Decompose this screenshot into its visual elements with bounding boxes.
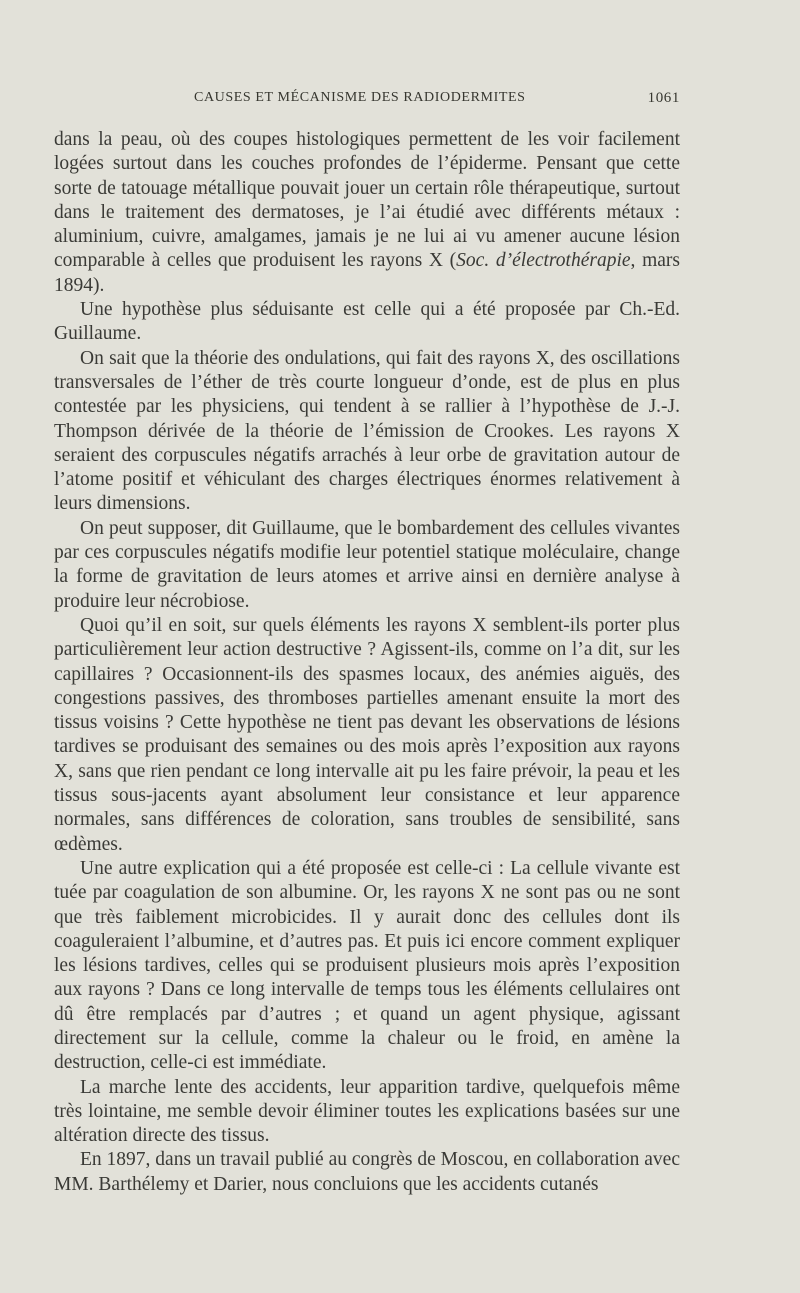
page-number: 1061	[647, 90, 680, 106]
running-head	[54, 90, 680, 112]
paragraph-2: Une hypothèse plus séduisante est celle qui a été proposée par Ch.-Ed. Guillaume.	[54, 299, 680, 345]
paragraph-1	[54, 128, 680, 298]
paragraph-7: La marche lente des accidents, leur apparition tardive, quelquefois même très lointaine, me semble devoir éliminer toutes les explications basées sur une altération directe des tissus.	[54, 1076, 680, 1147]
paragraph-1-citation: Soc. d’électrothérapie	[456, 250, 631, 272]
paragraph-5: Quoi qu’il en soit, sur quels éléments les rayons X semblent-ils porter plus particulièrement leur action destructive ? Agissent-ils, comme on l’a dit, sur les capillaires ? Occasionnent-ils des spasmes locaux, des anémies aiguës, des congestions passives, des thromboses partielles amenant ensuite la mort des tissus voisins ? Cette hypothèse ne tient pas devant les observations de lésions tardives se produisant des semaines ou des mois après l’exposition aux rayons X, sans que rien pendant ce long intervalle ait pu les faire prévoir, la peau et les tissus sous-jacents ayant absolument leur consistance et leur apparence normales, sans différences de coloration, sans troubles de sensibilité, sans œdèmes.	[54, 614, 680, 855]
paragraph-1-start: dans la peau, où des coupes histologiques permettent de les voir facilement logées surtout dans les couches profondes de l’épiderme. Pensant que cette sorte de tatouage métallique pouvait jouer un certain rôle thérapeutique, surtout dans le traitement des dermatoses, je l’ai étudié avec différents métaux : aluminium, cuivre, amalgames, jamais je ne lui ai vu amener aucune lésion comparable à celles que produisent les rayons X (	[54, 129, 680, 272]
running-title: CAUSES ET MÉCANISME DES RADIODERMITES	[194, 90, 526, 105]
body-text	[54, 128, 680, 1197]
paragraph-4: On peut supposer, dit Guillaume, que le bombardement des cellules vivantes par ces corpuscules négatifs modifie leur potentiel statique moléculaire, change la forme de gravitation de leurs atomes et arrive ainsi en dernière analyse à produire leur nécrobiose.	[54, 517, 680, 612]
paragraph-8: En 1897, dans un travail publié au congrès de Moscou, en collaboration avec MM. Barthélemy et Darier, nous concluions que les accidents cutanés	[54, 1149, 680, 1195]
paragraph-1-end: , mars 1894).	[54, 250, 680, 296]
paragraph-6: Une autre explication qui a été proposée est celle-ci : La cellule vivante est tuée par coagulation de son albumine. Or, les rayons X ne sont pas ou ne sont que très faiblement microbicides. Il y aurait donc des cellules dont ils coaguleraient l’albumine, et d’autres pas. Et puis ici encore comment expliquer les lésions tardives, celles qui se produisent plusieurs mois après l’exposition aux rayons ? Dans ce long intervalle de temps tous les éléments cellulaires ont dû être remplacés par d’autres ; et quand un agent physique, agissant directement sur la cellule, comme la chaleur ou le froid, en amène la destruction, celle-ci est immédiate.	[54, 857, 680, 1074]
paragraph-3: On sait que la théorie des ondulations, qui fait des rayons X, des oscillations transversales de l’éther de très courte longueur d’onde, est de plus en plus contestée par les physiciens, qui tendent à se rallier à l’hypothèse de J.-J. Thompson dérivée de la théorie de l’émission de Crookes. Les rayons X seraient des corpuscules négatifs arrachés à leur orbe de gravitation autour de l’atome positif et véhiculant des charges électriques énormes relativement à leurs dimensions.	[54, 347, 680, 515]
